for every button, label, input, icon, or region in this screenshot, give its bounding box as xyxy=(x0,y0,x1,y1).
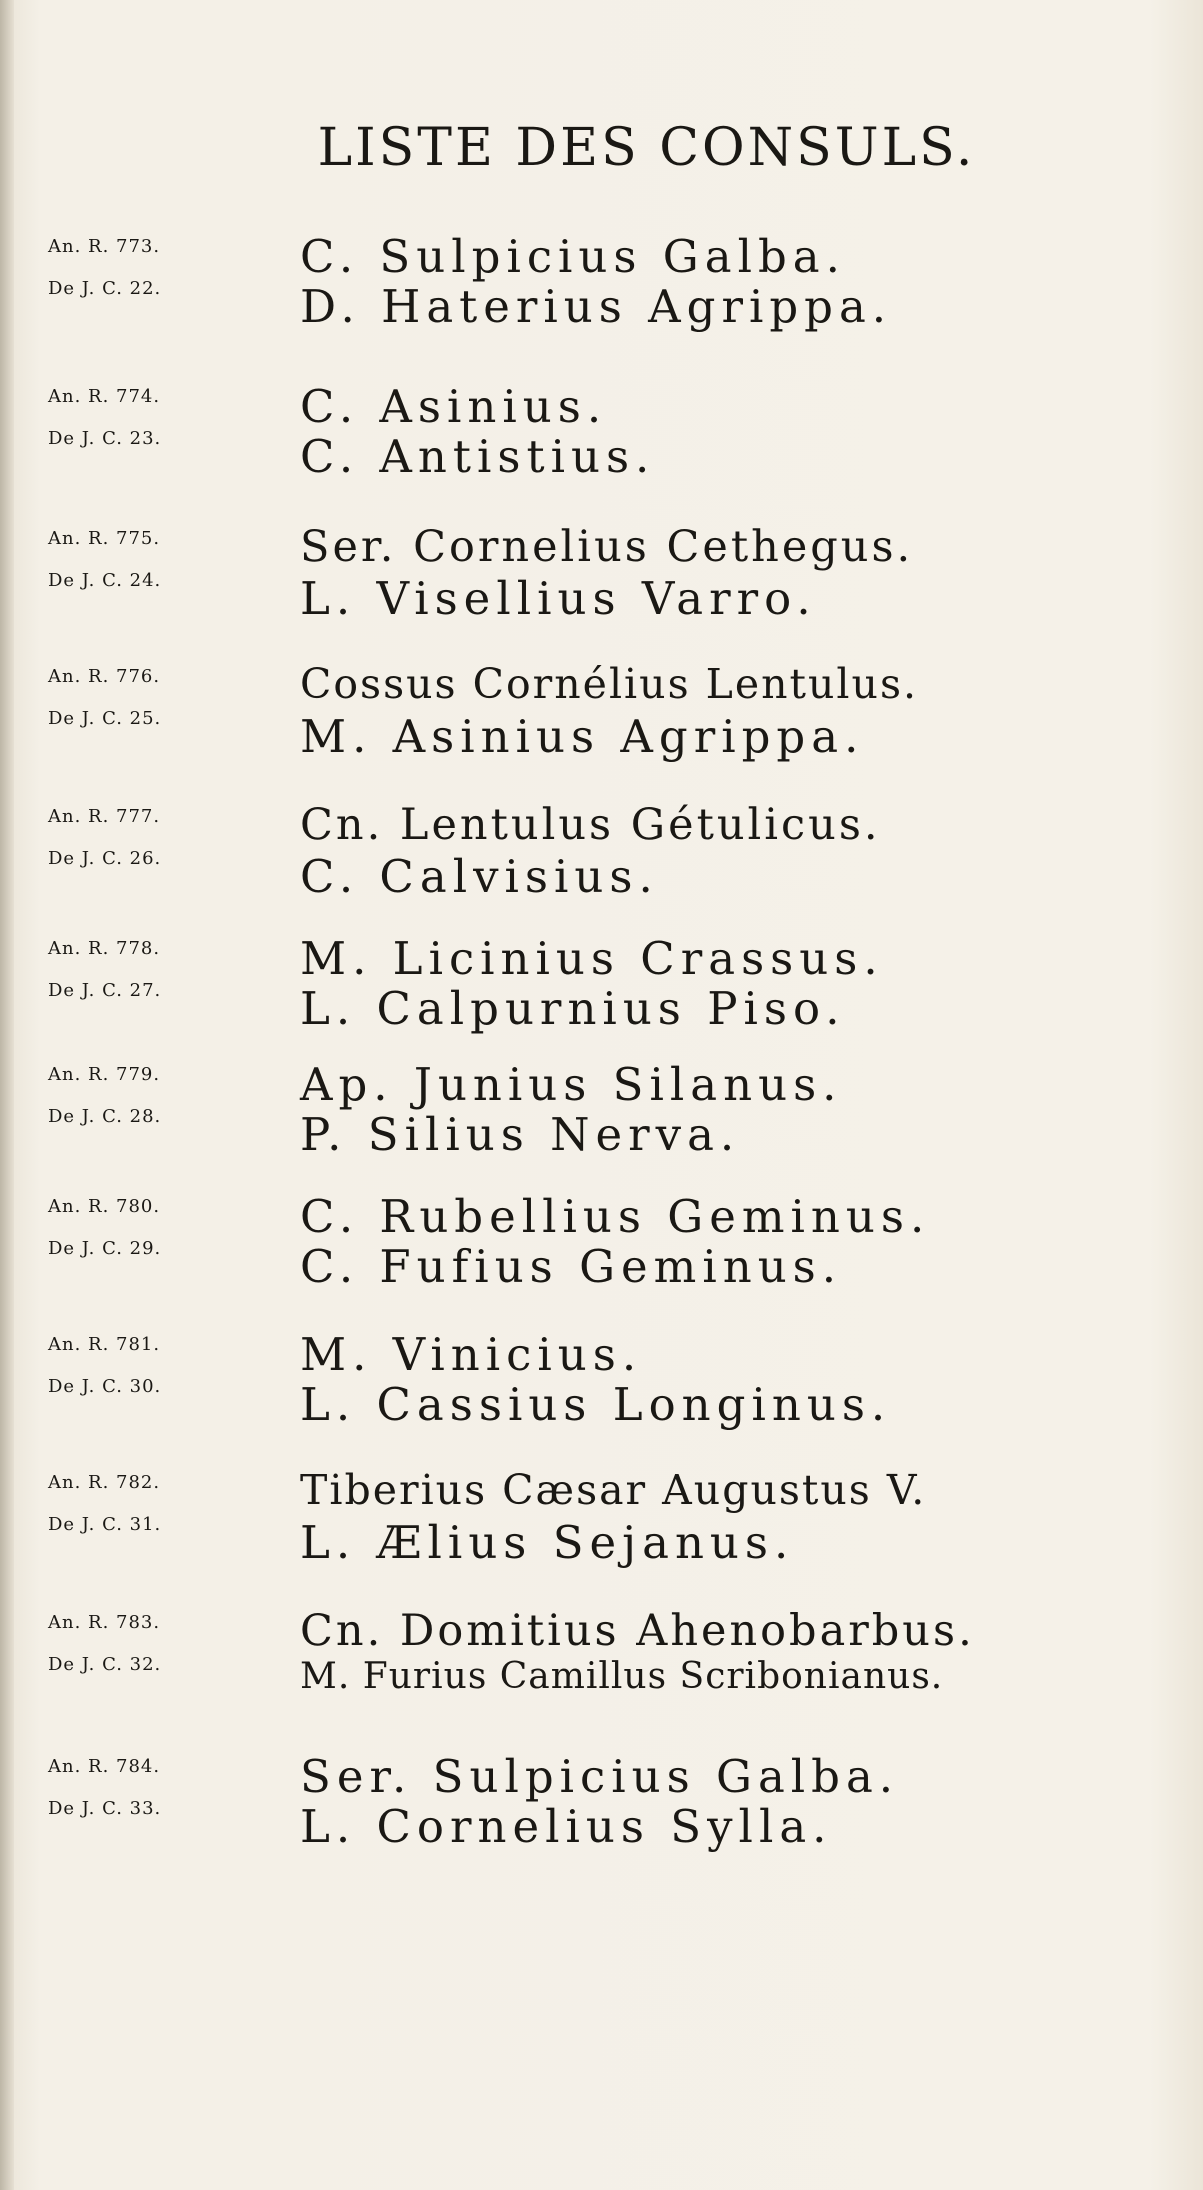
year-christ: De J. C. 31. xyxy=(48,1514,162,1535)
consul-name: L. Calpurnius Piso. xyxy=(300,982,846,1035)
consul-name: C. Asinius. xyxy=(300,380,608,433)
year-rome: An. R. 778. xyxy=(48,938,161,959)
year-christ: De J. C. 24. xyxy=(48,570,162,591)
consul-name: Tiberius Cæsar Augustus V. xyxy=(300,1466,927,1514)
year-rome: An. R. 783. xyxy=(48,1612,161,1633)
year-rome: An. R. 774. xyxy=(48,386,161,407)
page-title: LISTE DES CONSULS. xyxy=(317,118,976,178)
year-christ: De J. C. 29. xyxy=(48,1238,162,1259)
year-christ: De J. C. 28. xyxy=(48,1106,162,1127)
consul-name: Ser. Cornelius Cethegus. xyxy=(300,522,914,572)
consul-name: L. Cassius Longinus. xyxy=(300,1378,892,1431)
consul-name: D. Haterius Agrippa. xyxy=(300,280,893,333)
consul-name: C. Antistius. xyxy=(300,430,656,483)
year-christ: De J. C. 25. xyxy=(48,708,162,729)
consul-name: Cn. Lentulus Gétulicus. xyxy=(300,800,881,850)
consul-name: Ap. Junius Silanus. xyxy=(300,1058,843,1111)
year-christ: De J. C. 30. xyxy=(48,1376,162,1397)
consul-name: M. Asinius Agrippa. xyxy=(300,710,865,763)
year-christ: De J. C. 33. xyxy=(48,1798,162,1819)
year-rome: An. R. 777. xyxy=(48,806,161,827)
consul-name: L. Visellius Varro. xyxy=(300,572,817,625)
year-christ: De J. C. 22. xyxy=(48,278,162,299)
consul-name: M. Vinicius. xyxy=(300,1328,643,1381)
consul-name: Cossus Cornélius Lentulus. xyxy=(300,660,919,708)
year-rome: An. R. 784. xyxy=(48,1756,161,1777)
year-christ: De J. C. 26. xyxy=(48,848,162,869)
consul-name: P. Silius Nerva. xyxy=(300,1108,741,1161)
year-rome: An. R. 775. xyxy=(48,528,161,549)
year-rome: An. R. 779. xyxy=(48,1064,161,1085)
year-christ: De J. C. 27. xyxy=(48,980,162,1001)
consul-name: C. Rubellius Geminus. xyxy=(300,1190,931,1243)
consul-name: Ser. Sulpicius Galba. xyxy=(300,1750,900,1803)
year-rome: An. R. 776. xyxy=(48,666,161,687)
consul-name: C. Fufius Geminus. xyxy=(300,1240,843,1293)
year-christ: De J. C. 23. xyxy=(48,428,162,449)
consul-name: L. Ælius Sejanus. xyxy=(300,1516,795,1569)
consul-name: L. Cornelius Sylla. xyxy=(300,1800,833,1853)
year-rome: An. R. 780. xyxy=(48,1196,161,1217)
year-christ: De J. C. 32. xyxy=(48,1654,162,1675)
page-edge xyxy=(0,0,14,2190)
consul-name: M. Furius Camillus Scribonianus. xyxy=(300,1656,944,1697)
consul-name: M. Licinius Crassus. xyxy=(300,932,884,985)
consul-name: C. Sulpicius Galba. xyxy=(300,230,846,283)
consul-name: Cn. Domitius Ahenobarbus. xyxy=(300,1606,975,1656)
consul-name: C. Calvisius. xyxy=(300,850,659,903)
year-rome: An. R. 782. xyxy=(48,1472,161,1493)
year-rome: An. R. 781. xyxy=(48,1334,161,1355)
year-rome: An. R. 773. xyxy=(48,236,161,257)
